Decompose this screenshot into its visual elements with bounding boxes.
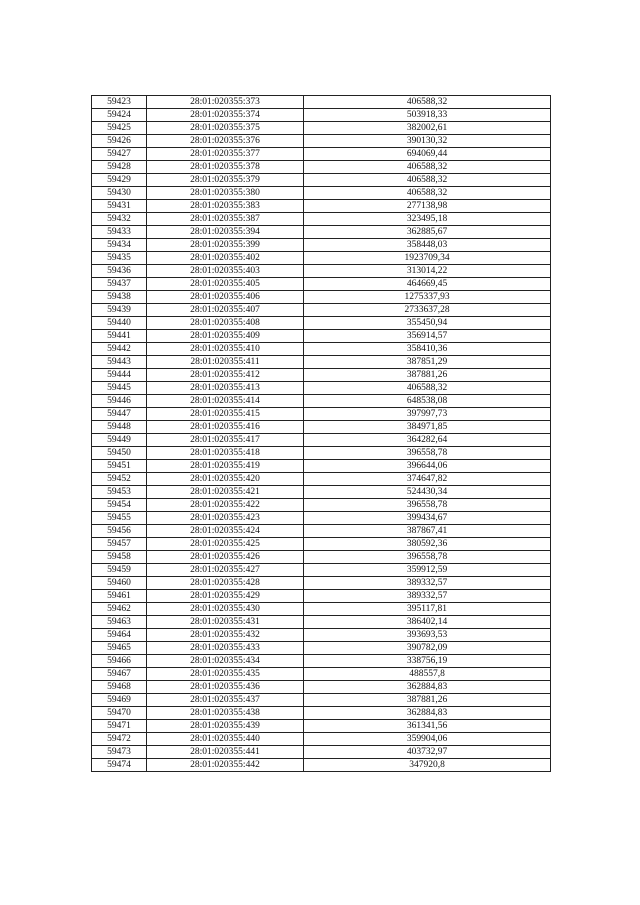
row-number-cell: 59441 [92,330,147,343]
cadastral-number-cell: 28:01:020355:420 [147,473,304,486]
cadastral-number-cell: 28:01:020355:411 [147,356,304,369]
cadastral-number-cell: 28:01:020355:373 [147,96,304,109]
table-row [92,421,551,434]
table-row [92,187,551,200]
cadastral-number-cell: 28:01:020355:416 [147,421,304,434]
cadastral-value-cell: 464669,45 [304,278,551,291]
row-number-cell: 59449 [92,434,147,447]
cadastral-value-cell: 347920,8 [304,759,551,772]
cadastral-value-cell: 406588,32 [304,174,551,187]
table-row [92,109,551,122]
cadastral-number-cell: 28:01:020355:412 [147,369,304,382]
cadastral-value-cell: 313014,22 [304,265,551,278]
cadastral-value-cell: 387881,26 [304,694,551,707]
cadastral-number-cell: 28:01:020355:440 [147,733,304,746]
cadastral-number-cell: 28:01:020355:431 [147,616,304,629]
row-number-cell: 59463 [92,616,147,629]
row-number-cell: 59472 [92,733,147,746]
row-number-cell: 59434 [92,239,147,252]
cadastral-number-cell: 28:01:020355:417 [147,434,304,447]
cadastral-value-cell: 399434,67 [304,512,551,525]
cadastral-value-cell: 406588,32 [304,187,551,200]
row-number-cell: 59451 [92,460,147,473]
cadastral-number-cell: 28:01:020355:418 [147,447,304,460]
cadastral-value-cell: 503918,33 [304,109,551,122]
cadastral-value-cell: 277138,98 [304,200,551,213]
cadastral-number-cell: 28:01:020355:376 [147,135,304,148]
row-number-cell: 59427 [92,148,147,161]
cadastral-value-cell: 1923709,34 [304,252,551,265]
row-number-cell: 59445 [92,382,147,395]
cadastral-value-table [91,95,551,772]
cadastral-value-cell: 359912,59 [304,564,551,577]
table-row [92,733,551,746]
row-number-cell: 59473 [92,746,147,759]
row-number-cell: 59452 [92,473,147,486]
row-number-cell: 59470 [92,707,147,720]
table-row [92,330,551,343]
row-number-cell: 59459 [92,564,147,577]
table-row [92,200,551,213]
table-row [92,317,551,330]
cadastral-number-cell: 28:01:020355:407 [147,304,304,317]
table-row [92,434,551,447]
table-row [92,161,551,174]
table-row [92,343,551,356]
row-number-cell: 59435 [92,252,147,265]
table-row [92,473,551,486]
table-row [92,668,551,681]
cadastral-value-cell: 389332,57 [304,590,551,603]
table-body [92,96,551,772]
row-number-cell: 59461 [92,590,147,603]
row-number-cell: 59436 [92,265,147,278]
row-number-cell: 59426 [92,135,147,148]
cadastral-number-cell: 28:01:020355:424 [147,525,304,538]
cadastral-value-cell: 397997,73 [304,408,551,421]
cadastral-number-cell: 28:01:020355:423 [147,512,304,525]
table-row [92,564,551,577]
cadastral-value-cell: 358448,03 [304,239,551,252]
row-number-cell: 59443 [92,356,147,369]
row-number-cell: 59458 [92,551,147,564]
cadastral-number-cell: 28:01:020355:426 [147,551,304,564]
table-row [92,590,551,603]
cadastral-value-cell: 323495,18 [304,213,551,226]
row-number-cell: 59444 [92,369,147,382]
row-number-cell: 59468 [92,681,147,694]
cadastral-number-cell: 28:01:020355:378 [147,161,304,174]
cadastral-number-cell: 28:01:020355:414 [147,395,304,408]
row-number-cell: 59474 [92,759,147,772]
cadastral-value-cell: 382002,61 [304,122,551,135]
cadastral-value-cell: 403732,97 [304,746,551,759]
cadastral-value-cell: 386402,14 [304,616,551,629]
row-number-cell: 59437 [92,278,147,291]
table-row [92,538,551,551]
cadastral-value-cell: 361341,56 [304,720,551,733]
table-row [92,291,551,304]
table-row [92,96,551,109]
cadastral-number-cell: 28:01:020355:402 [147,252,304,265]
table-row [92,148,551,161]
row-number-cell: 59447 [92,408,147,421]
cadastral-number-cell: 28:01:020355:437 [147,694,304,707]
row-number-cell: 59455 [92,512,147,525]
cadastral-number-cell: 28:01:020355:377 [147,148,304,161]
cadastral-number-cell: 28:01:020355:409 [147,330,304,343]
table-row [92,382,551,395]
row-number-cell: 59424 [92,109,147,122]
row-number-cell: 59440 [92,317,147,330]
table-row [92,694,551,707]
cadastral-value-cell: 387851,29 [304,356,551,369]
table-row [92,655,551,668]
row-number-cell: 59448 [92,421,147,434]
row-number-cell: 59442 [92,343,147,356]
row-number-cell: 59453 [92,486,147,499]
row-number-cell: 59465 [92,642,147,655]
table-row [92,707,551,720]
table-row [92,681,551,694]
row-number-cell: 59466 [92,655,147,668]
cadastral-value-cell: 355450,94 [304,317,551,330]
cadastral-number-cell: 28:01:020355:387 [147,213,304,226]
cadastral-number-cell: 28:01:020355:427 [147,564,304,577]
row-number-cell: 59431 [92,200,147,213]
table-row [92,447,551,460]
cadastral-value-cell: 648538,08 [304,395,551,408]
row-number-cell: 59467 [92,668,147,681]
cadastral-value-cell: 364282,64 [304,434,551,447]
cadastral-number-cell: 28:01:020355:421 [147,486,304,499]
cadastral-value-cell: 390130,32 [304,135,551,148]
cadastral-number-cell: 28:01:020355:375 [147,122,304,135]
table-row [92,213,551,226]
cadastral-number-cell: 28:01:020355:429 [147,590,304,603]
table-row [92,304,551,317]
row-number-cell: 59446 [92,395,147,408]
row-number-cell: 59432 [92,213,147,226]
cadastral-number-cell: 28:01:020355:408 [147,317,304,330]
table-row [92,135,551,148]
table-row [92,226,551,239]
cadastral-number-cell: 28:01:020355:403 [147,265,304,278]
cadastral-value-cell: 390782,09 [304,642,551,655]
cadastral-number-cell: 28:01:020355:442 [147,759,304,772]
cadastral-number-cell: 28:01:020355:415 [147,408,304,421]
cadastral-number-cell: 28:01:020355:379 [147,174,304,187]
row-number-cell: 59450 [92,447,147,460]
cadastral-value-cell: 1275337,93 [304,291,551,304]
cadastral-value-cell: 396644,06 [304,460,551,473]
cadastral-number-cell: 28:01:020355:430 [147,603,304,616]
row-number-cell: 59471 [92,720,147,733]
cadastral-number-cell: 28:01:020355:405 [147,278,304,291]
row-number-cell: 59439 [92,304,147,317]
table-row [92,278,551,291]
row-number-cell: 59438 [92,291,147,304]
cadastral-value-cell: 406588,32 [304,161,551,174]
row-number-cell: 59433 [92,226,147,239]
table-row [92,265,551,278]
cadastral-number-cell: 28:01:020355:434 [147,655,304,668]
row-number-cell: 59425 [92,122,147,135]
table-row [92,616,551,629]
row-number-cell: 59430 [92,187,147,200]
cadastral-value-cell: 356914,57 [304,330,551,343]
table-row [92,122,551,135]
cadastral-value-cell: 384971,85 [304,421,551,434]
cadastral-number-cell: 28:01:020355:419 [147,460,304,473]
cadastral-value-cell: 362884,83 [304,707,551,720]
table-row [92,512,551,525]
table-row [92,525,551,538]
table-row [92,720,551,733]
table-row [92,486,551,499]
row-number-cell: 59423 [92,96,147,109]
cadastral-value-cell: 380592,36 [304,538,551,551]
table-row [92,629,551,642]
cadastral-value-cell: 406588,32 [304,382,551,395]
table-row [92,551,551,564]
cadastral-value-cell: 389332,57 [304,577,551,590]
cadastral-number-cell: 28:01:020355:399 [147,239,304,252]
cadastral-number-cell: 28:01:020355:432 [147,629,304,642]
table-row [92,369,551,382]
cadastral-number-cell: 28:01:020355:422 [147,499,304,512]
cadastral-number-cell: 28:01:020355:425 [147,538,304,551]
table-row [92,642,551,655]
cadastral-value-cell: 694069,44 [304,148,551,161]
table-row [92,746,551,759]
cadastral-value-cell: 396558,78 [304,499,551,512]
cadastral-value-cell: 358410,36 [304,343,551,356]
cadastral-number-cell: 28:01:020355:374 [147,109,304,122]
cadastral-value-cell: 387881,26 [304,369,551,382]
row-number-cell: 59428 [92,161,147,174]
cadastral-value-cell: 406588,32 [304,96,551,109]
cadastral-value-cell: 395117,81 [304,603,551,616]
table-row [92,174,551,187]
cadastral-number-cell: 28:01:020355:439 [147,720,304,733]
row-number-cell: 59460 [92,577,147,590]
cadastral-number-cell: 28:01:020355:394 [147,226,304,239]
cadastral-number-cell: 28:01:020355:433 [147,642,304,655]
table-row [92,395,551,408]
cadastral-number-cell: 28:01:020355:380 [147,187,304,200]
table-row [92,759,551,772]
cadastral-value-cell: 387867,41 [304,525,551,538]
cadastral-number-cell: 28:01:020355:383 [147,200,304,213]
cadastral-value-cell: 362885,67 [304,226,551,239]
cadastral-value-cell: 362884,83 [304,681,551,694]
table-row [92,239,551,252]
cadastral-value-cell: 393693,53 [304,629,551,642]
cadastral-value-cell: 359904,06 [304,733,551,746]
row-number-cell: 59454 [92,499,147,512]
table-row [92,356,551,369]
cadastral-number-cell: 28:01:020355:428 [147,577,304,590]
row-number-cell: 59456 [92,525,147,538]
cadastral-value-cell: 2733637,28 [304,304,551,317]
row-number-cell: 59469 [92,694,147,707]
cadastral-number-cell: 28:01:020355:406 [147,291,304,304]
cadastral-value-cell: 396558,78 [304,447,551,460]
table-row [92,577,551,590]
row-number-cell: 59464 [92,629,147,642]
table-row [92,603,551,616]
cadastral-number-cell: 28:01:020355:436 [147,681,304,694]
cadastral-value-cell: 338756,19 [304,655,551,668]
cadastral-value-cell: 396558,78 [304,551,551,564]
cadastral-value-cell: 488557,8 [304,668,551,681]
cadastral-number-cell: 28:01:020355:413 [147,382,304,395]
row-number-cell: 59457 [92,538,147,551]
table-row [92,408,551,421]
cadastral-value-cell: 374647,82 [304,473,551,486]
cadastral-number-cell: 28:01:020355:441 [147,746,304,759]
row-number-cell: 59462 [92,603,147,616]
table-row [92,460,551,473]
cadastral-value-cell: 524430,34 [304,486,551,499]
cadastral-number-cell: 28:01:020355:410 [147,343,304,356]
table-row [92,252,551,265]
table-row [92,499,551,512]
cadastral-number-cell: 28:01:020355:438 [147,707,304,720]
cadastral-number-cell: 28:01:020355:435 [147,668,304,681]
row-number-cell: 59429 [92,174,147,187]
